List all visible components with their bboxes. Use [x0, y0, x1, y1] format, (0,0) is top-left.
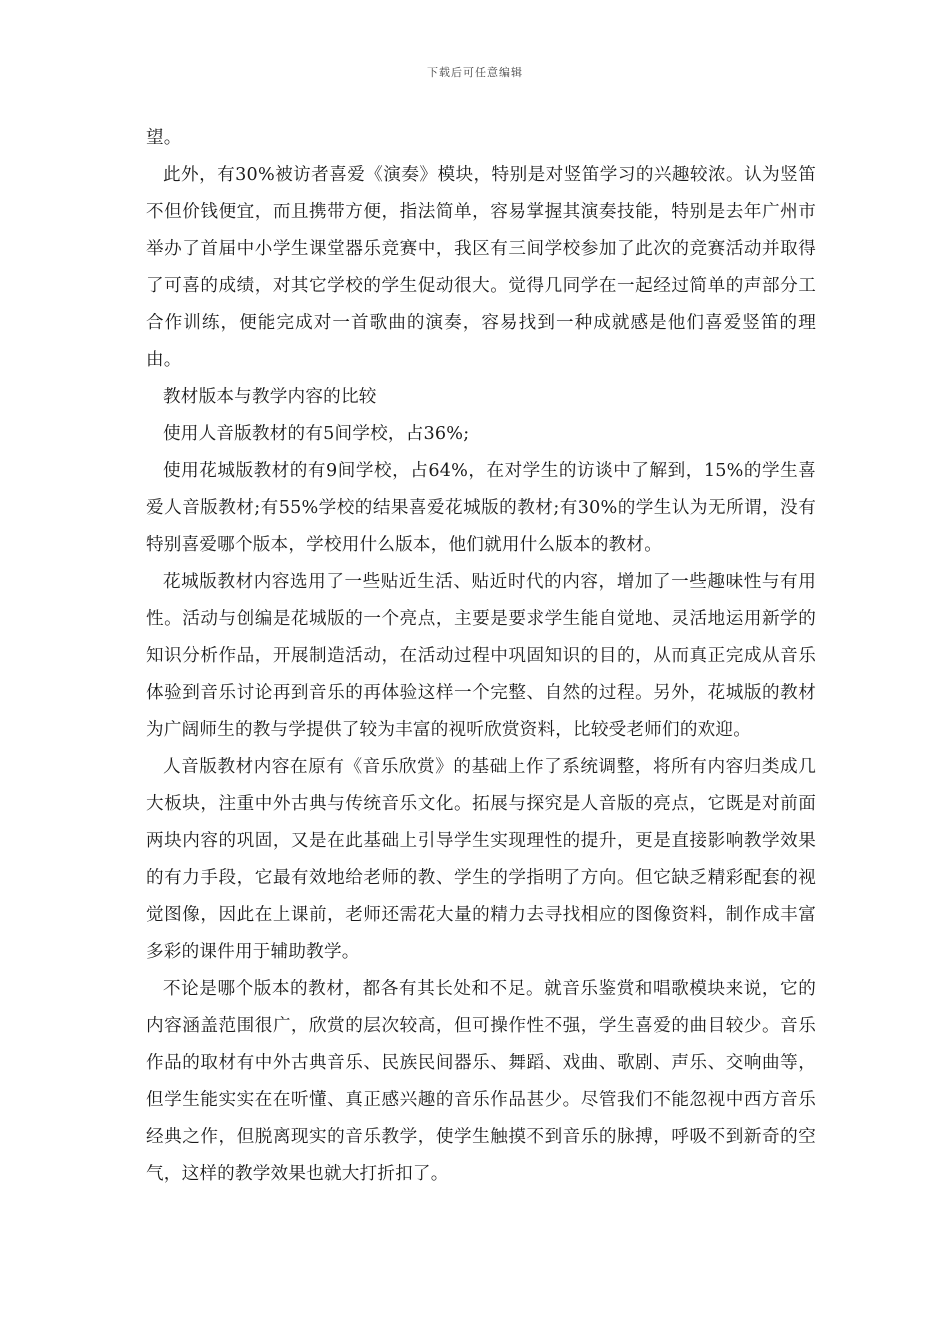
- paragraph-3: 使用人音版教材的有5间学校，占36%;: [163, 424, 470, 444]
- paragraph-5: 花城版教材内容选用了一些贴近生活、贴近时代的内容，增加了一些趣味性与有用性。活动与创编是花城版的一个亮点，主要是要求学生能自觉地、灵活地运用新学的知识分析作品，开展制造活动，在活动过程中巩固知识的目的，从而真正完成从音乐体验到音乐讨论再到音乐的再体验这样一个完整、自然的过程。另外，花城版的教材为广阔师生的教与学提供了较为丰富的视听欣赏资料，比较受老师们的欢迎。: [146, 572, 816, 740]
- paragraph-2: 此外，有30%被访者喜爱《演奏》模块，特别是对竖笛学习的兴趣较浓。认为竖笛不但价钱便宜，而且携带方便，指法简单，容易掌握其演奏技能，特别是去年广州市举办了首届中小学生课堂器乐竞赛中，我区有三间学校参加了此次的竞赛活动并取得了可喜的成绩，对其它学校的学生促动很大。觉得几同学在一起经过简单的声部分工合作训练，便能完成对一首歌曲的演奏，容易找到一种成就感是他们喜爱竖笛的理由。: [146, 165, 816, 370]
- document-body: [146, 120, 816, 1193]
- paragraph-1: 望。: [146, 128, 182, 148]
- paragraph-6: 人音版教材内容在原有《音乐欣赏》的基础上作了系统调整，将所有内容归类成几大板块，注重中外古典与传统音乐文化。拓展与探究是人音版的亮点，它既是对前面两块内容的巩固，又是在此基础上引导学生实现理性的提升，更是直接影响教学效果的有力手段，它最有效地给老师的教、学生的学指明了方向。但它缺乏精彩配套的视觉图像，因此在上课前，老师还需花大量的精力去寻找相应的图像资料，制作成丰富多彩的课件用于辅助教学。: [146, 757, 816, 962]
- paragraph-7: 不论是哪个版本的教材，都各有其长处和不足。就音乐鉴赏和唱歌模块来说，它的内容涵盖范围很广，欣赏的层次较高，但可操作性不强，学生喜爱的曲目较少。音乐作品的取材有中外古典音乐、民族民间器乐、舞蹈、戏曲、歌剧、声乐、交响曲等，但学生能实实在在听懂、真正感兴趣的音乐作品甚少。尽管我们不能忽视中西方音乐经典之作，但脱离现实的音乐教学，使学生触摸不到音乐的脉搏，呼吸不到新奇的空气，这样的教学效果也就大打折扣了。: [146, 979, 816, 1184]
- paragraph-4: 使用花城版教材的有9间学校，占64%，在对学生的访谈中了解到，15%的学生喜爱人音版教材;有55%学校的结果喜爱花城版的教材;有30%的学生认为无所谓，没有特别喜爱哪个版本，学校用什么版本，他们就用什么版本的教材。: [146, 461, 816, 555]
- page-header: 下载后可任意编辑: [427, 66, 523, 79]
- section-heading: 教材版本与教学内容的比较: [163, 387, 377, 407]
